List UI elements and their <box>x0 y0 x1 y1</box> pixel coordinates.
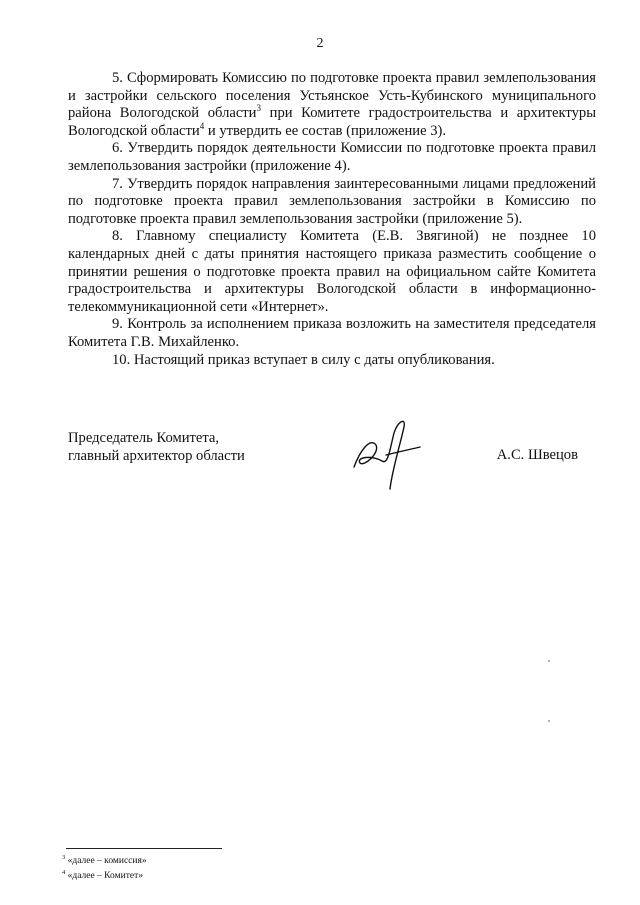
footnote-text: «далее – Комитет» <box>67 871 143 882</box>
footnote-mark: 3 <box>62 854 66 861</box>
paragraph-5-part-1: 5. Сформировать Комиссию по подготовке проекта правил землепользования и застройки сельского поселения Устьянское Усть-Кубинского муниципального района Вологодской области <box>68 70 596 122</box>
footnotes <box>62 852 147 882</box>
scan-speck <box>548 660 550 662</box>
signature-block <box>68 429 596 519</box>
signer-title-line-2: главный архитектор области <box>68 448 245 464</box>
footnote-3 <box>62 852 147 867</box>
paragraph-9: 9. Контроль за исполнением приказа возложить на заместителя председателя Комитета Г.В. Михайленко. <box>68 316 596 350</box>
paragraph-5-part-2: при Комитете градостроительства и архитектуры Вологодской области <box>68 105 596 139</box>
footnote-4 <box>62 867 147 882</box>
footnote-ref: 3 <box>256 103 261 114</box>
signer-title <box>68 429 245 465</box>
signer-title-line-1: Председатель Комитета, <box>68 430 220 446</box>
paragraph-10: 10. Настоящий приказ вступает в силу с даты опубликования. <box>112 351 495 368</box>
page-number: 2 <box>316 36 324 51</box>
signer-name: А.С. Швецов <box>496 447 578 463</box>
paragraph-7: 7. Утвердить порядок направления заинтересованными лицами предложений по подготовке проекта правил землепользования застройки в Комиссию по подготовке проекта правил землепользования застройки (приложение 5). <box>68 175 596 227</box>
order-body <box>68 70 596 369</box>
paragraph-5-part-3: и утвердить ее состав (приложение 3). <box>204 122 447 139</box>
footnote-mark: 4 <box>62 869 66 877</box>
footnote-ref: 4 <box>199 120 205 131</box>
paragraph-8: 8. Главному специалисту Комитета (Е.В. Звягиной) не позднее 10 календарных дней с даты принятия настоящего приказа разместить сообщение о принятии решения о подготовке проекта правил на официальном сайте Комитета градостроительства и архитектуры Вологодской области в информационно-телекоммуникационной сети «Интернет». <box>68 228 596 315</box>
footnote-text: «далее – комиссия» <box>67 856 147 867</box>
footnote-divider <box>66 848 222 849</box>
handwritten-signature-icon <box>346 415 436 495</box>
paragraph-5 <box>68 70 596 140</box>
scan-speck <box>548 720 550 722</box>
paragraph-6: 6. Утвердить порядок деятельности Комиссии по подготовке проекта правил землепользования застройки (приложение 4). <box>68 140 596 174</box>
